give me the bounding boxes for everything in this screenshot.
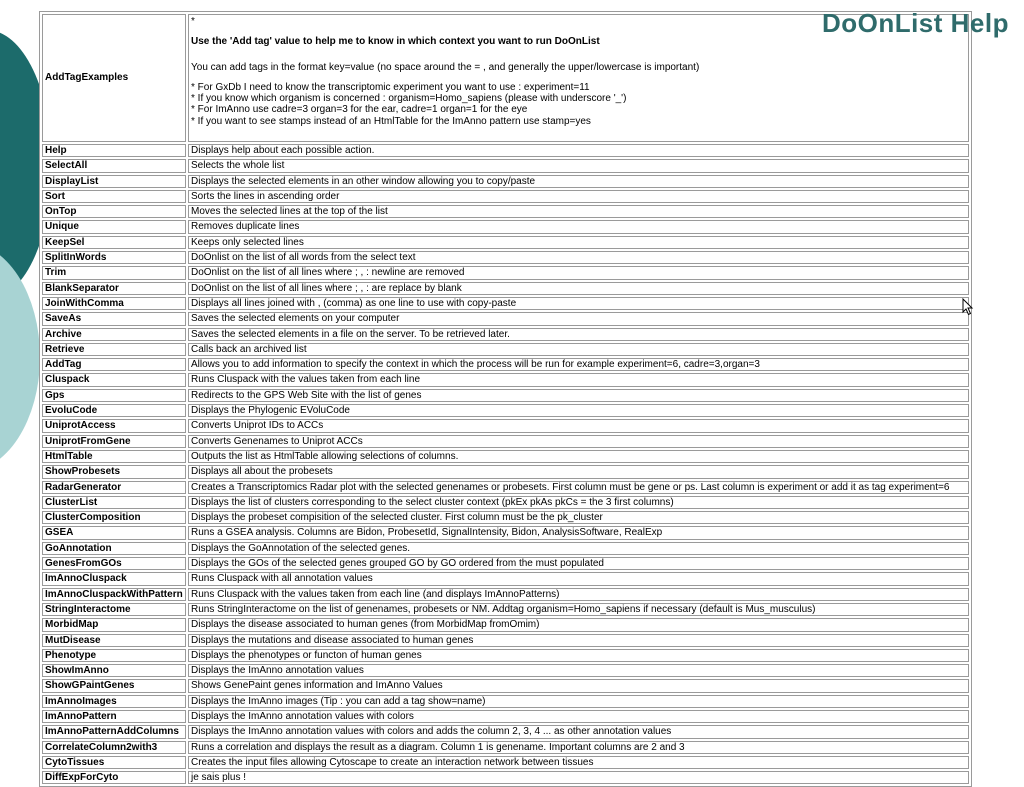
page-title: DoOnList Help (821, 8, 1009, 38)
command-description: Keeps only selected lines (188, 236, 969, 249)
command-name: GenesFromGOs (42, 557, 186, 570)
command-row (42, 695, 969, 708)
command-row (42, 481, 969, 494)
intro-example: * For ImAnno use cadre=3 organ=3 for the ear, cadre=1 organ=1 for the eye (191, 104, 528, 116)
command-name: DisplayList (42, 175, 186, 188)
intro-example: * For GxDb I need to know the transcriptomic experiment you want to use : experiment=11 (191, 81, 590, 93)
command-name: ShowImAnno (42, 664, 186, 677)
command-name: RadarGenerator (42, 481, 186, 494)
command-row (42, 373, 969, 386)
command-name: HtmlTable (42, 450, 186, 463)
help-table (39, 11, 972, 787)
command-row (42, 572, 969, 585)
command-name: UniprotFromGene (42, 435, 186, 448)
command-description: Displays the ImAnno annotation values with colors (188, 710, 969, 723)
command-description: Creates the input files allowing Cytoscape to create an interaction network between tissues (188, 756, 969, 769)
command-name: ImAnnoImages (42, 695, 186, 708)
command-row (42, 496, 969, 509)
command-row (42, 282, 969, 295)
command-description: Displays the phenotypes or functon of human genes (188, 649, 969, 662)
command-row (42, 312, 969, 325)
command-row (42, 756, 969, 769)
command-row (42, 741, 969, 754)
command-description: Displays help about each possible action. (188, 144, 969, 157)
command-description: Displays the mutations and disease associated to human genes (188, 634, 969, 647)
command-description: DoOnlist on the list of all words from the select text (188, 251, 969, 264)
command-name: SelectAll (42, 159, 186, 172)
command-row (42, 664, 969, 677)
command-description: Displays the GOs of the selected genes grouped GO by GO ordered from the must populated (188, 557, 969, 570)
command-description: Runs Cluspack with all annotation values (188, 572, 969, 585)
command-name: ImAnnoCluspack (42, 572, 186, 585)
command-description: Displays the list of clusters corresponding to the select cluster context (pkEx pkAs pkCs = the 3 first columns) (188, 496, 969, 509)
command-name: BlankSeparator (42, 282, 186, 295)
intro-example: * If you want to see stamps instead of an HtmlTable for the ImAnno pattern use stamp=yes (191, 115, 591, 127)
command-description: Runs a correlation and displays the result as a diagram. Column 1 is genename. Important columns are 2 and 3 (188, 741, 969, 754)
command-description: Saves the selected elements in a file on the server. To be retrieved later. (188, 328, 969, 341)
command-description: Sorts the lines in ascending order (188, 190, 969, 203)
command-name: Help (42, 144, 186, 157)
intro-command-cell: AddTagExamples (42, 14, 186, 142)
command-description: Displays the ImAnno images (Tip : you can add a tag show=name) (188, 695, 969, 708)
command-name: SplitInWords (42, 251, 186, 264)
command-description: Removes duplicate lines (188, 220, 969, 233)
command-row (42, 618, 969, 631)
command-name: MorbidMap (42, 618, 186, 631)
command-row (42, 511, 969, 524)
command-row (42, 542, 969, 555)
command-description: Displays the ImAnno annotation values with colors and adds the column 2, 3, 4 ... as other annotation values (188, 725, 969, 738)
intro-example: * If you know which organism is concerned : organism=Homo_sapiens (please with underscore '_') (191, 93, 627, 105)
command-row (42, 159, 969, 172)
command-row (42, 679, 969, 692)
command-description: Calls back an archived list (188, 343, 969, 356)
command-name: Retrieve (42, 343, 186, 356)
command-description: Outputs the list as HtmlTable allowing selections of columns. (188, 450, 969, 463)
command-row (42, 588, 969, 601)
command-row (42, 404, 969, 417)
command-description: Converts Genenames to Uniprot ACCs (188, 435, 969, 448)
command-name: JoinWithComma (42, 297, 186, 310)
command-row (42, 710, 969, 723)
command-name: CorrelateColumn2with3 (42, 741, 186, 754)
command-description: Displays the probeset compisition of the selected cluster. First column must be the pk_cluster (188, 511, 969, 524)
command-row (42, 328, 969, 341)
command-description: Runs Cluspack with the values taken from each line (and displays ImAnnoPatterns) (188, 588, 969, 601)
command-name: ShowGPaintGenes (42, 679, 186, 692)
command-name: GoAnnotation (42, 542, 186, 555)
command-row (42, 450, 969, 463)
command-description: Saves the selected elements on your computer (188, 312, 969, 325)
command-name: KeepSel (42, 236, 186, 249)
command-row (42, 435, 969, 448)
command-name: ImAnnoPattern (42, 710, 186, 723)
command-row (42, 419, 969, 432)
command-row (42, 266, 969, 279)
command-row (42, 190, 969, 203)
command-row (42, 205, 969, 218)
command-description: Displays all lines joined with , (comma) as one line to use with copy-paste (188, 297, 969, 310)
mouse-pointer-icon (962, 298, 974, 316)
command-name: Cluspack (42, 373, 186, 386)
command-name: AddTag (42, 358, 186, 371)
command-name: Phenotype (42, 649, 186, 662)
command-row (42, 725, 969, 738)
command-row (42, 358, 969, 371)
command-name: Archive (42, 328, 186, 341)
command-name: DiffExpForCyto (42, 771, 186, 784)
command-description: Displays the Phylogenic EVoluCode (188, 404, 969, 417)
command-name: SaveAs (42, 312, 186, 325)
command-name: Trim (42, 266, 186, 279)
command-row (42, 465, 969, 478)
command-row (42, 343, 969, 356)
command-name: UniprotAccess (42, 419, 186, 432)
command-name: ImAnnoPatternAddColumns (42, 725, 186, 738)
command-description: Selects the whole list (188, 159, 969, 172)
command-name: Sort (42, 190, 186, 203)
command-name: ImAnnoCluspackWithPattern (42, 588, 186, 601)
command-name: ShowProbesets (42, 465, 186, 478)
command-description: Displays the GoAnnotation of the selected genes. (188, 542, 969, 555)
command-row (42, 603, 969, 616)
command-row (42, 634, 969, 647)
command-row (42, 175, 969, 188)
command-description: Allows you to add information to specify the context in which the process will be run for example experiment=6, cadre=3,organ=3 (188, 358, 969, 371)
command-description: Displays the ImAnno annotation values (188, 664, 969, 677)
command-name: ClusterComposition (42, 511, 186, 524)
command-description: Shows GenePaint genes information and ImAnno Values (188, 679, 969, 692)
command-row (42, 771, 969, 784)
command-description: Runs Cluspack with the values taken from each line (188, 373, 969, 386)
command-name: Unique (42, 220, 186, 233)
command-row (42, 251, 969, 264)
command-name: OnTop (42, 205, 186, 218)
intro-heading: Use the 'Add tag' value to help me to know in which context you want to run DoOnList (191, 36, 600, 48)
command-name: EvoluCode (42, 404, 186, 417)
command-row (42, 144, 969, 157)
command-description: DoOnlist on the list of all lines where ; , : are replace by blank (188, 282, 969, 295)
command-row (42, 389, 969, 402)
command-description: Displays the selected elements in an other window allowing you to copy/paste (188, 175, 969, 188)
command-name: GSEA (42, 526, 186, 539)
command-description: Creates a Transcriptomics Radar plot with the selected genenames or probesets. First column must be gene or ps. Last column is experiment or add it as tag experiment=6 (188, 481, 969, 494)
intro-marker: * (191, 16, 195, 27)
command-name: CytoTissues (42, 756, 186, 769)
command-description: je sais plus ! (188, 771, 969, 784)
command-name: MutDisease (42, 634, 186, 647)
command-row (42, 649, 969, 662)
command-description: Converts Uniprot IDs to ACCs (188, 419, 969, 432)
command-description: DoOnlist on the list of all lines where ; , : newline are removed (188, 266, 969, 279)
command-name: Gps (42, 389, 186, 402)
command-row (42, 236, 969, 249)
command-description: Displays the disease associated to human genes (from MorbidMap fromOmim) (188, 618, 969, 631)
command-row (42, 297, 969, 310)
command-description: Runs a GSEA analysis. Columns are Bidon, ProbesetId, SignalIntensity, Bidon, AnalysisSoftware, RealExp (188, 526, 969, 539)
command-description: Redirects to the GPS Web Site with the list of genes (188, 389, 969, 402)
intro-format-line: You can add tags in the format key=value (no space around the = , and generally the upper/lowercase is important) (191, 61, 700, 73)
command-description: Displays all about the probesets (188, 465, 969, 478)
command-row (42, 220, 969, 233)
command-name: StringInteractome (42, 603, 186, 616)
command-name: ClusterList (42, 496, 186, 509)
command-description: Runs StringInteractome on the list of genenames, probesets or NM. Addtag organism=Homo_sapiens if necessary (default is Mus_musculus) (188, 603, 969, 616)
command-row (42, 557, 969, 570)
command-description: Moves the selected lines at the top of the list (188, 205, 969, 218)
command-row (42, 526, 969, 539)
